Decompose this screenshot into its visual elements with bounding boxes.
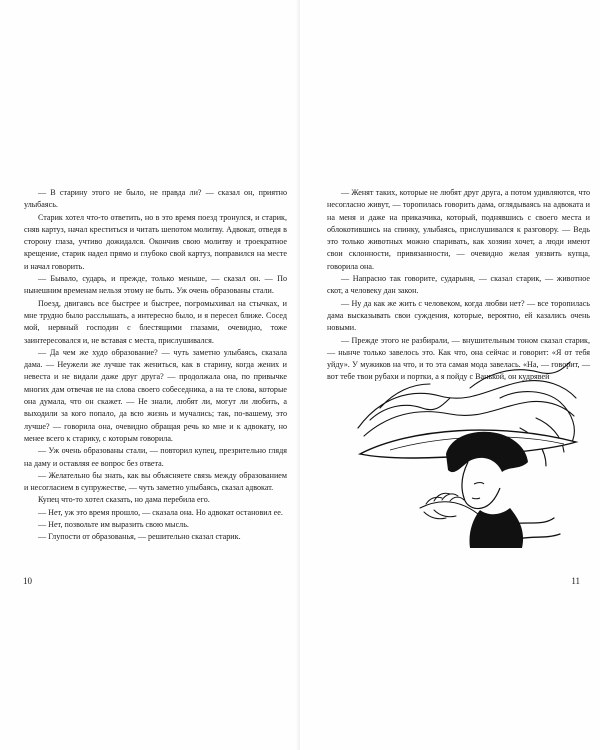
paragraph: — Глупости от образованья, — решительно сказал старик. [38, 532, 241, 542]
paragraph: — Прежде этого не разбирали, — внушительным тоном сказал старик, — нынче только завелось это. Как что, она сейчас и говорит: «Я от тебя уйду». У мужиков на что, и то эта самая мода завелась. «На, — говорит, — вот тебе твои рубахи и портки, а я пойду с Ванькой, он кудрявей [327, 335, 590, 382]
paragraph: — Нет, уж это время прошло, — сказала она. Но адвокат остановил ее. [38, 507, 283, 517]
paragraph: — Желательно бы знать, как вы объясняете связь между образованием и несогласием в супружестве, — чуть заметно улыбаясь, сказал адвокат. [24, 470, 287, 493]
page-number-left: 10 [23, 576, 32, 586]
left-page-text [24, 187, 287, 544]
woman-in-hat-illustration [350, 358, 582, 554]
paragraph: Поезд, двигаясь все быстрее и быстрее, погромыхивал на стычках, и мне трудно было расслышать, а интересно было, и я пересел ближе. Сосед мой, нервный господин с блестящими глазами, очевидно, тоже заинтересовался и, не вставая с места, прислушивался. [24, 298, 287, 345]
paragraph: Купец что-то хотел сказать, но дама перебила его. [38, 495, 210, 505]
paragraph: — Нет, позвольте им выразить свою мысль. [38, 520, 189, 530]
paragraph: Старик хотел что-то ответить, но в это время поезд тронулся, и старик, сняв картуз, начал креститься и читать шепотом молитву. Адвокат, отведя в сторону глаза, учтиво дожидался. Окончив свою молитву и троекратное крещение, старик надел прямо и глубоко свой картуз, поправился на месте и начал говорить. [24, 212, 287, 271]
paragraph: — Да чем же худо образование? — чуть заметно улыбаясь, сказала дама. — Неужели же лучше так жениться, как в старину, когда жених и невеста и не видали даже друг друга? — продолжала она, по привычке многих дам отвечая не на слова своего собеседника, а на те слова, которые она думала, что он скажет. — Не знали, любят ли, могут ли любить, а выходили за кого попало, да всю жизнь и мучались; так, по-вашему, это лучше? — говорила она, очевидно обращая речь ко мне и к адвокату, но менее всего к старику, с которым говорила. [24, 347, 287, 443]
right-page [300, 0, 600, 750]
page-number-right: 11 [571, 576, 580, 586]
paragraph: — Напрасно так говорите, сударыня, — сказал старик, — животное скот, а человеку дан закон. [327, 274, 590, 296]
paragraph: — В старину этого не было, не правда ли? — сказал он, приятно улыбаясь. [24, 188, 287, 210]
paragraph: — Женят таких, которые не любят друг друга, а потом удивляются, что несогласно живут, — торопилась говорить дама, оглядываясь на адвоката и на меня и даже на приказчика, который, поднявшись с своего места и облокотившись на спинку, улыбаясь, прислушивался к разговору. — Ведь это только животных можно спаривать, как хозяин хочет, а люди имеют свои склонности, привязанности, — очевидно желая уязвить купца, говорила она. [327, 188, 590, 271]
paragraph: — Ну да как же жить с человеком, когда любви нет? — все торопилась дама высказывать свои суждения, которые, вероятно, ей казались очень новыми. [327, 298, 590, 333]
paragraph: — Уж очень образованы стали, — повторил купец, презрительно глядя на даму и оставляя ее вопрос без ответа. [24, 446, 287, 468]
paragraph: — Бывало, сударь, и прежде, только меньше, — сказал он. — По нынешним временам нельзя этому не быть. Уж очень образованы стали. [24, 274, 287, 296]
right-page-text [327, 187, 590, 384]
